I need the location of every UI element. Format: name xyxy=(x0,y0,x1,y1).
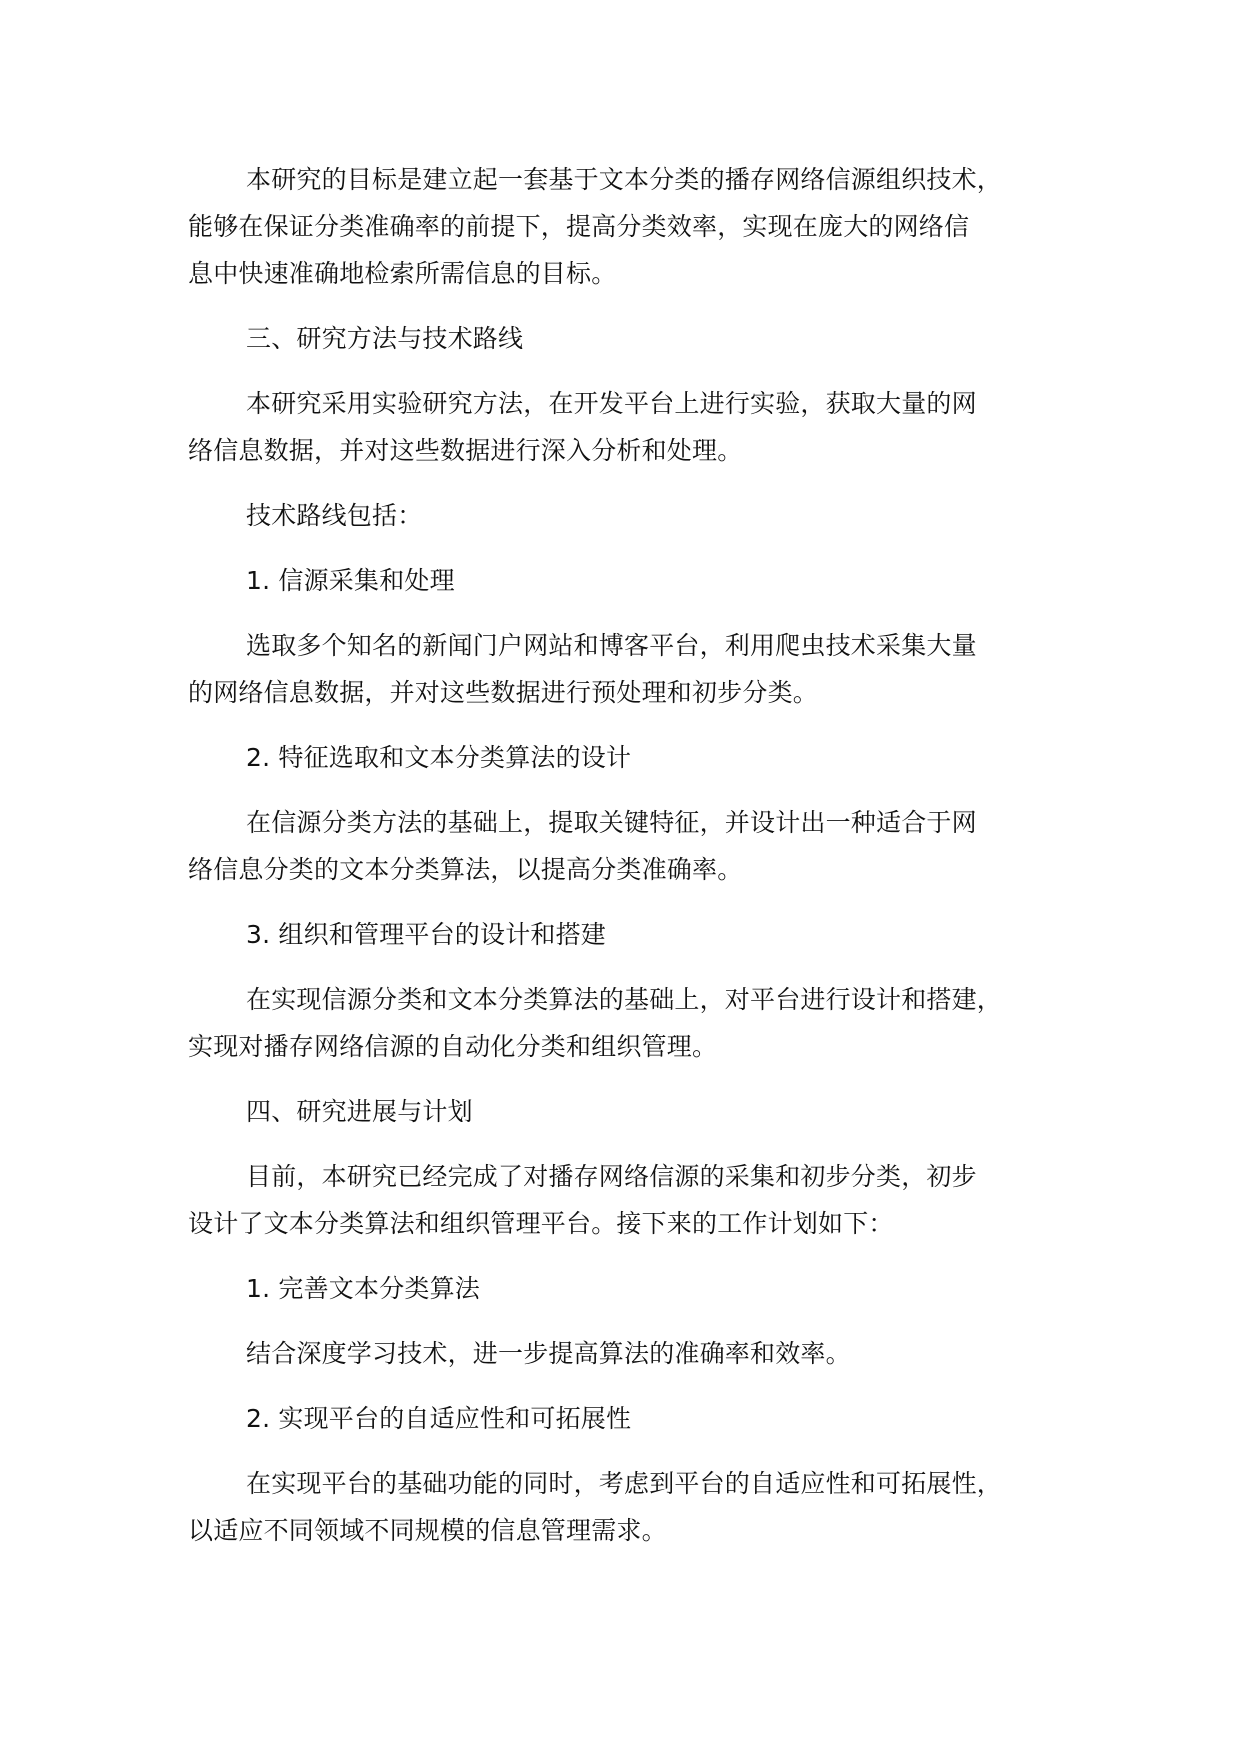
paragraph-line: 的网络信息数据，并对这些数据进行预处理和初步分类。 xyxy=(188,678,819,707)
paragraph-step-1 xyxy=(188,622,1088,716)
paragraph-line: 本研究的目标是建立起一套基于文本分类的播存网络信源组织技术， xyxy=(246,165,1003,194)
section-heading-progress xyxy=(188,1088,1088,1135)
paragraph-line: 设计了文本分类算法和组织管理平台。接下来的工作计划如下： xyxy=(188,1209,894,1238)
paragraph-goal xyxy=(188,156,1088,297)
paragraph-line: 本研究采用实验研究方法，在开发平台上进行实验，获取大量的网 xyxy=(246,389,977,418)
list-heading-step-3 xyxy=(188,911,1088,958)
list-heading-plan-2 xyxy=(188,1395,1088,1442)
paragraph-plan-1 xyxy=(188,1330,1088,1377)
paragraph-line: 在信源分类方法的基础上，提取关键特征，并设计出一种适合于网 xyxy=(246,808,977,837)
paragraph-progress xyxy=(188,1153,1088,1247)
list-heading-step-1 xyxy=(188,557,1088,604)
section-heading-methods xyxy=(188,315,1088,362)
paragraph-step-3 xyxy=(188,976,1088,1070)
paragraph-line: 目前，本研究已经完成了对播存网络信源的采集和初步分类，初步 xyxy=(246,1162,977,1191)
paragraph-step-2 xyxy=(188,799,1088,893)
paragraph-line: 选取多个知名的新闻门户网站和博客平台，利用爬虫技术采集大量 xyxy=(246,631,977,660)
list-heading-plan-1 xyxy=(188,1265,1088,1312)
heading-text: 四、研究进展与计划 xyxy=(246,1097,473,1126)
paragraph-line: 结合深度学习技术，进一步提高算法的准确率和效率。 xyxy=(246,1339,851,1368)
heading-text: 1. 信源采集和处理 xyxy=(246,566,455,595)
paragraph-line: 络信息分类的文本分类算法，以提高分类准确率。 xyxy=(188,855,743,884)
paragraph-line: 在实现信源分类和文本分类算法的基础上，对平台进行设计和搭建， xyxy=(246,985,1003,1014)
paragraph-line: 能够在保证分类准确率的前提下，提高分类效率，实现在庞大的网络信 xyxy=(188,212,970,241)
paragraph-line: 络信息数据，并对这些数据进行深入分析和处理。 xyxy=(188,436,743,465)
heading-text: 3. 组织和管理平台的设计和搭建 xyxy=(246,920,607,949)
paragraph-method xyxy=(188,380,1088,474)
heading-text: 三、研究方法与技术路线 xyxy=(246,324,524,353)
paragraph-line: 以适应不同领域不同规模的信息管理需求。 xyxy=(188,1516,667,1545)
heading-text: 2. 实现平台的自适应性和可拓展性 xyxy=(246,1404,632,1433)
heading-text: 1. 完善文本分类算法 xyxy=(246,1274,481,1303)
paragraph-line: 实现对播存网络信源的自动化分类和组织管理。 xyxy=(188,1032,718,1061)
paragraph-line: 技术路线包括： xyxy=(246,501,423,530)
paragraph-line: 息中快速准确地检索所需信息的目标。 xyxy=(188,259,617,288)
heading-text: 2. 特征选取和文本分类算法的设计 xyxy=(246,743,632,772)
list-heading-step-2 xyxy=(188,734,1088,781)
paragraph-plan-2 xyxy=(188,1460,1088,1554)
document-body xyxy=(188,156,1088,1554)
paragraph-line: 在实现平台的基础功能的同时，考虑到平台的自适应性和可拓展性， xyxy=(246,1469,1003,1498)
paragraph-route-intro xyxy=(188,492,1088,539)
